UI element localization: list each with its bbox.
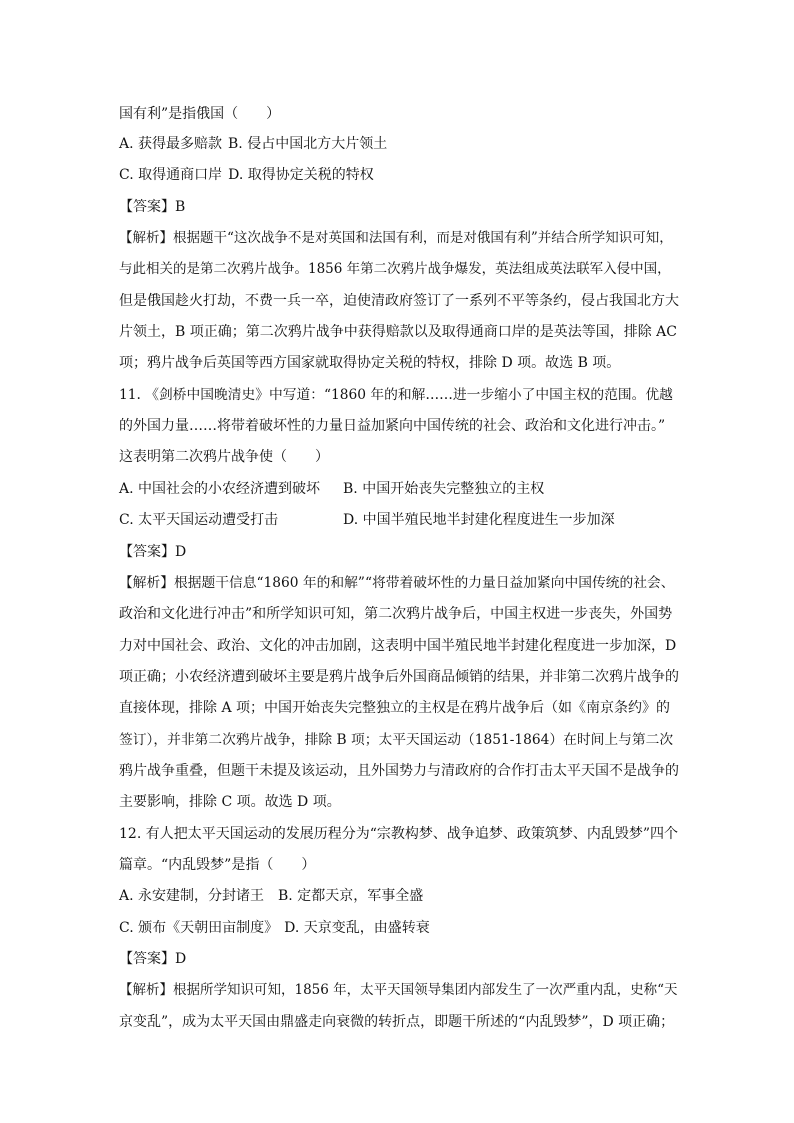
q10-analysis-line: 【解析】根据题干“这次战争不是对英国和法国有利，而是对俄国有利”并结合所学知识可知， — [119, 230, 673, 246]
q11-options-row-2 — [119, 511, 679, 529]
q11-options-row-1 — [119, 480, 679, 498]
q11-analysis-line: 项正确；小农经济遭到破坏主要是鸦片战争后外国商品倾销的结果，并非第二次鸦片战争的 — [119, 669, 679, 685]
q12-option-a: A. 永安建制，分封诸王 — [119, 888, 265, 904]
q11-answer: 【答案】D — [119, 544, 187, 560]
q11-analysis-line: 主要影响，排除 C 项。故选 D 项。 — [119, 794, 341, 810]
q12-stem-line: 篇章。“内乱毁梦”是指（ ） — [119, 857, 316, 873]
q11-stem-line: 的外国力量……将带着破坏性的力量日益加紧向中国传统的社会、政治和文化进行冲击。” — [119, 418, 666, 434]
q12-analysis-line: 【解析】根据所学知识可知，1856 年，太平天国领导集团内部发生了一次严重内乱，史称“天 — [119, 982, 678, 998]
q10-analysis-line: 与此相关的是第二次鸦片战争。1856 年第二次鸦片战争爆发，英法组成英法联军入侵中国， — [119, 261, 671, 277]
q12-stem-line: 12. 有人把太平天国运动的发展历程分为“宗教构梦、战争追梦、政策筑梦、内乱毁梦”四个 — [119, 826, 679, 842]
q11-option-a: A. 中国社会的小农经济遭到破坏 — [119, 481, 321, 497]
q11-analysis-line: 签订），并非第二次鸦片战争，排除 B 项；太平天国运动（1851-1864）在时间上与第二次 — [119, 732, 674, 748]
q10-option-c: C. 取得通商口岸 — [119, 167, 223, 183]
q12-option-c: C. 颁布《天朝田亩制度》 — [119, 920, 279, 936]
q12-analysis-line: 京变乱”，成为太平天国由鼎盛走向衰微的转折点，即题干所述的“内乱毁梦”，D 项正确； — [119, 1014, 675, 1030]
q11-analysis-line: 政治和文化进行冲击”和所学知识可知，第二次鸦片战争后，中国主权进一步丧失，外国势 — [119, 606, 673, 622]
q10-option-d: D. 取得协定关税的特权 — [228, 167, 374, 183]
q12-option-d: D. 天京变乱，由盛转衰 — [284, 920, 430, 936]
q10-stem: 国有利”是指俄国（ ） — [119, 106, 281, 122]
q11-analysis-line: 直接体现，排除 A 项；中国开始丧失完整独立的主权是在鸦片战争后（如《南京条约》的 — [119, 700, 671, 716]
q11-option-c: C. 太平天国运动遭受打击 — [119, 512, 279, 528]
q10-option-a: A. 获得最多赔款 — [119, 136, 223, 152]
q11-stem-line: 11. 《剑桥中国晚清史》中写道：“1860 年的和解……进一步缩小了中国主权的范围。优越 — [119, 387, 673, 403]
q10-options-row-1 — [119, 135, 679, 153]
q12-options-row-2 — [119, 919, 679, 937]
q12-answer: 【答案】D — [119, 951, 187, 967]
q10-analysis-line: 但是俄国趁火打劫，不费一兵一卒，迫使清政府签订了一系列不平等条约，侵占我国北方大 — [119, 293, 679, 309]
q12-option-b: B. 定都天京，军事全盛 — [278, 888, 424, 904]
q11-stem-line: 这表明第二次鸦片战争使（ ） — [119, 449, 329, 465]
q10-option-b: B. 侵占中国北方大片领土 — [228, 136, 388, 152]
q10-options-row-2 — [119, 166, 679, 184]
q12-options-row-1 — [119, 887, 679, 905]
q10-answer: 【答案】B — [119, 199, 186, 215]
q10-analysis-line: 片领土，B 项正确；第二次鸦片战争中获得赔款以及取得通商口岸的是英法等国，排除 AC — [119, 324, 678, 340]
q11-analysis-line: 【解析】根据题干信息“1860 年的和解”“将带着破坏性的力量日益加紧向中国传统的社会、 — [119, 575, 675, 591]
q10-analysis-line: 项；鸦片战争后英国等西方国家就取得协定关税的特权，排除 D 项。故选 B 项。 — [119, 355, 621, 371]
q11-analysis-line: 鸦片战争重叠，但题干未提及该运动，且外国势力与清政府的合作打击太平天国不是战争的 — [119, 763, 679, 779]
q11-analysis-line: 力对中国社会、政治、文化的冲击加剧，这表明中国半殖民地半封建化程度进一步加深，D — [119, 638, 677, 654]
q11-option-b: B. 中国开始丧失完整独立的主权 — [343, 481, 545, 497]
q11-option-d: D. 中国半殖民地半封建化程度进生一步加深 — [343, 512, 615, 528]
